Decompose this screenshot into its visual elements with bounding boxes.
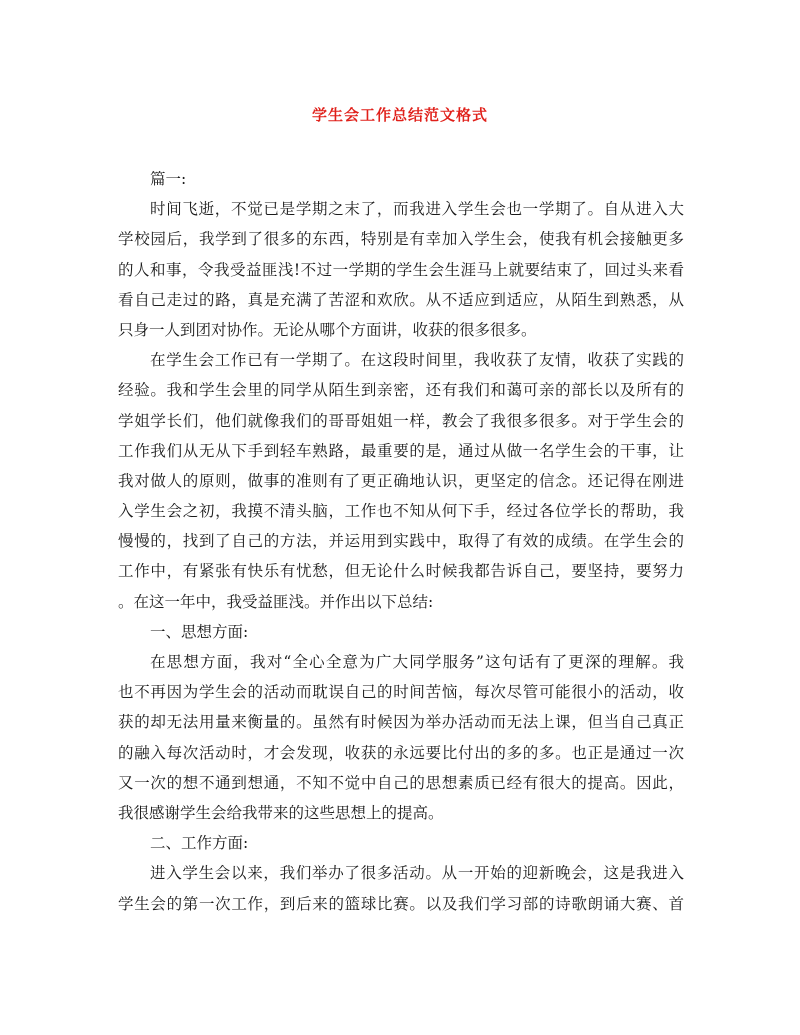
paragraph-line: 只身一人到团对协作。无论从哪个方面讲，收获的很多很多。 [118, 320, 537, 339]
paragraph-line: 的融入每次活动时，才会发现，收获的永远要比付出的多的多。也正是通过一次 [118, 743, 684, 762]
paragraph-line: 学姐学长们，他们就像我们的哥哥姐姐一样，教会了我很多很多。对于学生会的 [118, 411, 684, 430]
paragraph-line: 又一次的想不通到想通，不知不觉中自己的思想素质已经有很大的提高。因此， [118, 773, 684, 792]
paragraph-line: 获的却无法用量来衡量的。虽然有时候因为举办活动而无法上课，但当自己真正 [118, 713, 684, 732]
document-title: 学生会工作总结范文格式 [311, 106, 488, 124]
paragraph-line: 一、思想方面: [150, 622, 249, 641]
paragraph-line: 我很感谢学生会给我带来的这些思想上的提高。 [118, 803, 444, 822]
paragraph-line: 篇一: [150, 170, 187, 188]
paragraph-line: 。在这一年中，我受益匪浅。并作出以下总结: [118, 592, 434, 611]
paragraph-line: 慢慢的，找到了自己的方法，并运用到实践中，取得了有效的成绩。在学生会的 [118, 532, 684, 551]
paragraph-line: 进入学生会以来，我们举办了很多活动。从一开始的迎新晚会，这是我进入 [150, 864, 684, 883]
paragraph-line: 在学生会工作已有一学期了。在这段时间里，我收获了友情，收获了实践的 [150, 351, 684, 370]
document-body [118, 164, 684, 919]
paragraph-line: 经验。我和学生会里的同学从陌生到亲密，还有我们和蔼可亲的部长以及所有的 [118, 381, 684, 400]
paragraph-line: 看自己走过的路，真是充满了苦涩和欢欣。从不适应到适应，从陌生到熟悉，从 [118, 290, 684, 309]
paragraph-line: 工作我们从无从下手到轻车熟路，最重要的是，通过从做一名学生会的干事，让 [118, 441, 684, 460]
paragraph-line: 我对做人的原则，做事的准则有了更正确地认识，更坚定的信念。还记得在刚进 [118, 471, 684, 490]
paragraph-line: 学生会的第一次工作，到后来的篮球比赛。以及我们学习部的诗歌朗诵大赛、首 [118, 894, 684, 913]
paragraph-line: 工作中，有紧张有快乐有忧愁，但无论什么时候我都告诉自己，要坚持，要努力 [118, 562, 684, 581]
paragraph-line: 入学生会之初，我摸不清头脑，工作也不知从何下手，经过各位学长的帮助，我 [118, 502, 684, 521]
paragraph-line: 二、工作方面: [150, 834, 249, 853]
paragraph-line: 也不再因为学生会的活动而耽误自己的时间苦恼，每次尽管可能很小的活动，收 [118, 683, 684, 702]
paragraph-line: 在思想方面，我对“全心全意为广大同学服务”这句话有了更深的理解。我 [150, 653, 684, 671]
paragraph-line: 的人和事，令我受益匪浅!不过一学期的学生会生涯马上就要结束了，回过头来看 [118, 260, 684, 279]
paragraph-line: 时间飞逝，不觉已是学期之末了，而我进入学生会也一学期了。自从进入大 [150, 200, 684, 219]
paragraph-line: 学校园后，我学到了很多的东西，特别是有幸加入学生会，使我有机会接触更多 [118, 230, 684, 249]
